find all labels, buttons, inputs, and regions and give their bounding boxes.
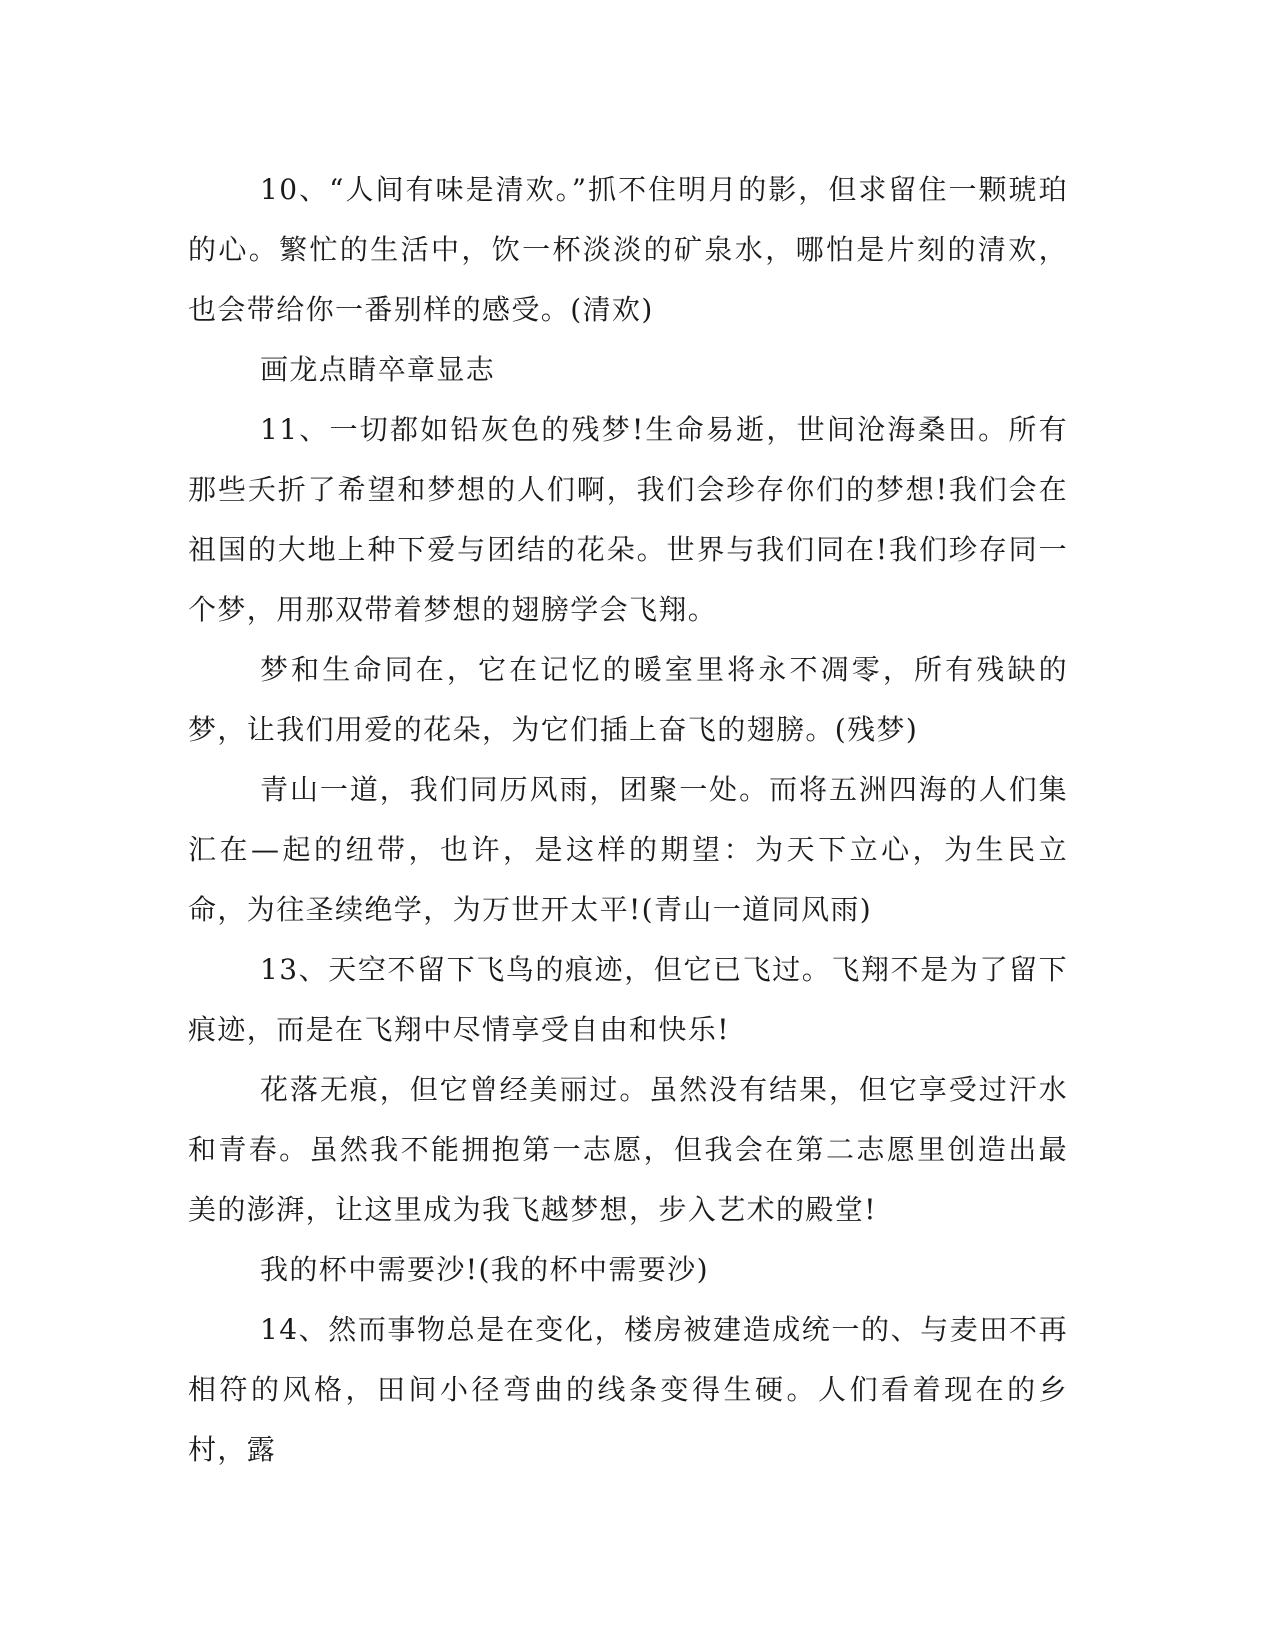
paragraph-feixiang: 13、天空不留下飞鸟的痕迹，但它已飞过。飞翔不是为了留下痕迹，而是在飞翔中尽情享受自由和快乐! xyxy=(188,953,1068,1046)
paragraph-beizhong: 我的杯中需要沙!(我的杯中需要沙) xyxy=(260,1253,709,1286)
paragraph-hualuo: 花落无痕，但它曾经美丽过。虽然没有结果，但它享受过汗水和青春。虽然我不能拥抱第一志愿，但我会在第二志愿里创造出最美的澎湃，让这里成为我飞越梦想，步入艺术的殿堂! xyxy=(188,1073,1068,1226)
paragraph-canmeng-1: 11、一切都如铅灰色的残梦!生命易逝，世间沧海桑田。所有那些夭折了希望和梦想的人们啊，我们会珍存你们的梦想!我们会在祖国的大地上种下爱与团结的花朵。世界与我们同在!我们珍存同一个梦，用那双带着梦想的翅膀学会飞翔。 xyxy=(188,413,1068,626)
paragraph-qingshan: 青山一道，我们同历风雨，团聚一处。而将五洲四海的人们集汇在—起的纽带，也许，是这样的期望：为天下立心，为生民立命，为往圣续绝学，为万世开太平!(青山一道同风雨) xyxy=(188,773,1068,926)
paragraph-canmeng-2: 梦和生命同在，它在记忆的暖室里将永不凋零，所有残缺的梦，让我们用爱的花朵，为它们插上奋飞的翅膀。(残梦) xyxy=(188,653,1068,746)
paragraph-xiangcun: 14、然而事物总是在变化，楼房被建造成统一的、与麦田不再相符的风格，田间小径弯曲的线条变得生硬。人们看着现在的乡村，露 xyxy=(188,1313,1068,1466)
paragraph-qinghuan: 10、“人间有味是清欢。”抓不住明月的影，但求留住一颗琥珀的心。繁忙的生活中，饮一杯淡淡的矿泉水，哪怕是片刻的清欢，也会带给你一番别样的感受。(清欢) xyxy=(188,173,1068,326)
paragraph-heading-note: 画龙点睛卒章显志 xyxy=(260,353,496,386)
document-body xyxy=(188,160,1068,1480)
